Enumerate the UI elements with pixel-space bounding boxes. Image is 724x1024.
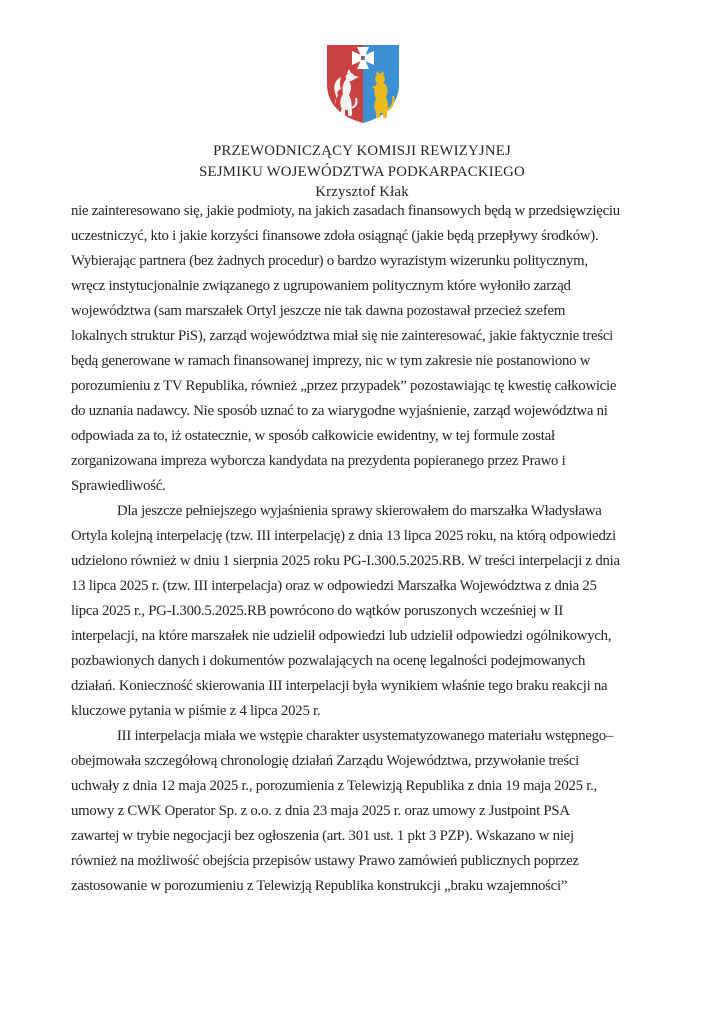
text-line: zorganizowana impreza wyborcza kandydata na prezydenta popieranego przez Prawo i (71, 453, 566, 469)
text-line: do uznania nadawcy. Nie sposób uznać to za wiarygodne wyjaśnienie, zarząd województwa ni (71, 403, 608, 419)
text-line: III interpelacja miała we wstępie charakter usystematyzowanego materiału wstępnego– (117, 728, 614, 744)
text-line: lokalnych struktur PiS), zarząd województwa miał się nie zainteresować, jakie faktycznie treści (71, 328, 614, 344)
text-line: wręcz instytucjonalnie związanego z ugrupowaniem politycznym które wyłoniło zarząd (71, 278, 571, 294)
document-body (71, 199, 691, 899)
text-line: umowy z CWK Operator Sp. z o.o. z dnia 23 maja 2025 r. oraz umowy z Justpoint PSA (71, 803, 570, 819)
text-line: uczestniczyć, kto i jakie korzyści finansowe zdoła osiągnąć (jakie będą przepływy środków). (71, 228, 599, 244)
text-line: porozumieniu z TV Republika, również „przez przypadek” pozostawiając tę kwestię całkowicie (71, 378, 617, 394)
text-line: województwa (sam marszałek Ortyl jeszcze nie tak dawna pozostawał przecież szefem (71, 303, 566, 319)
text-line: Wybierając partnera (bez żadnych procedur) o bardzo wyrazistym wizerunku politycznym, (71, 253, 588, 269)
text-line: obejmowała szczegółową chronologię działań Zarządu Województwa, przywołanie treści (71, 753, 580, 769)
letterhead (0, 141, 724, 203)
text-line: 13 lipca 2025 r. (tzw. III interpelacja) oraz w odpowiedzi Marszałka Województwa z dnia 25 (71, 578, 597, 594)
letterhead-title-line2: SEJMIKU WOJEWÓDZTWA PODKARPACKIEGO (199, 163, 525, 180)
podkarpackie-coat-of-arms-icon (323, 42, 403, 126)
letterhead-title-line1: PRZEWODNICZĄCY KOMISJI REWIZYJNEJ (213, 143, 511, 159)
text-line: zawartej w trybie negocjacji bez ogłoszenia (art. 301 ust. 1 pkt 3 PZP). Wskazano w niej (71, 828, 574, 844)
text-line: kluczowe pytania w piśmie z 4 lipca 2025 r. (71, 703, 321, 719)
text-line: lipca 2025 r., PG-I.300.5.2025.RB powrócono do wątków poruszonych wcześniej w II (71, 603, 564, 619)
text-line: Sprawiedliwość. (71, 478, 166, 494)
text-line: udzielono również w dniu 1 sierpnia 2025 roku PG-I.300.5.2025.RB. W treści interpelacji z dnia (71, 553, 620, 569)
text-line: będą generowane w ramach finansowanej imprezy, nic w tym zakresie nie postanowiono w (71, 353, 591, 369)
letterhead-author-name: Krzysztof Kłak (315, 184, 409, 200)
text-line: Ortyla kolejną interpelację (tzw. III interpelację) z dnia 13 lipca 2025 roku, na którą odpowiedzi (71, 528, 616, 544)
text-line: również na możliwość obejścia przepisów ustawy Prawo zamówień publicznych poprzez (71, 853, 579, 869)
text-line: Dla jeszcze pełniejszego wyjaśnienia sprawy skierowałem do marszałka Władysława (117, 503, 602, 519)
text-line: pozbawionych danych i dokumentów pozwalających na ocenę legalności podejmowanych (71, 653, 586, 669)
text-line: interpelacji, na które marszałek nie udzielił odpowiedzi lub udzielił odpowiedzi ogólnikowych, (71, 628, 612, 644)
text-line: nie zainteresowano się, jakie podmioty, na jakich zasadach finansowych będą w przedsięwzięciu (71, 203, 620, 219)
text-line: zastosowanie w porozumieniu z Telewizją Republika konstrukcji „braku wzajemności” (71, 878, 568, 894)
text-line: odpowiada za to, iż ostatecznie, w sposób całkowicie ewidentny, w tej formule został (71, 428, 555, 444)
text-line: działań. Konieczność skierowania III interpelacji była wynikiem właśnie tego braku reakcji na (71, 678, 608, 694)
text-line: uchwały z dnia 12 maja 2025 r., porozumienia z Telewizją Republika z dnia 19 maja 2025 r., (71, 778, 597, 794)
